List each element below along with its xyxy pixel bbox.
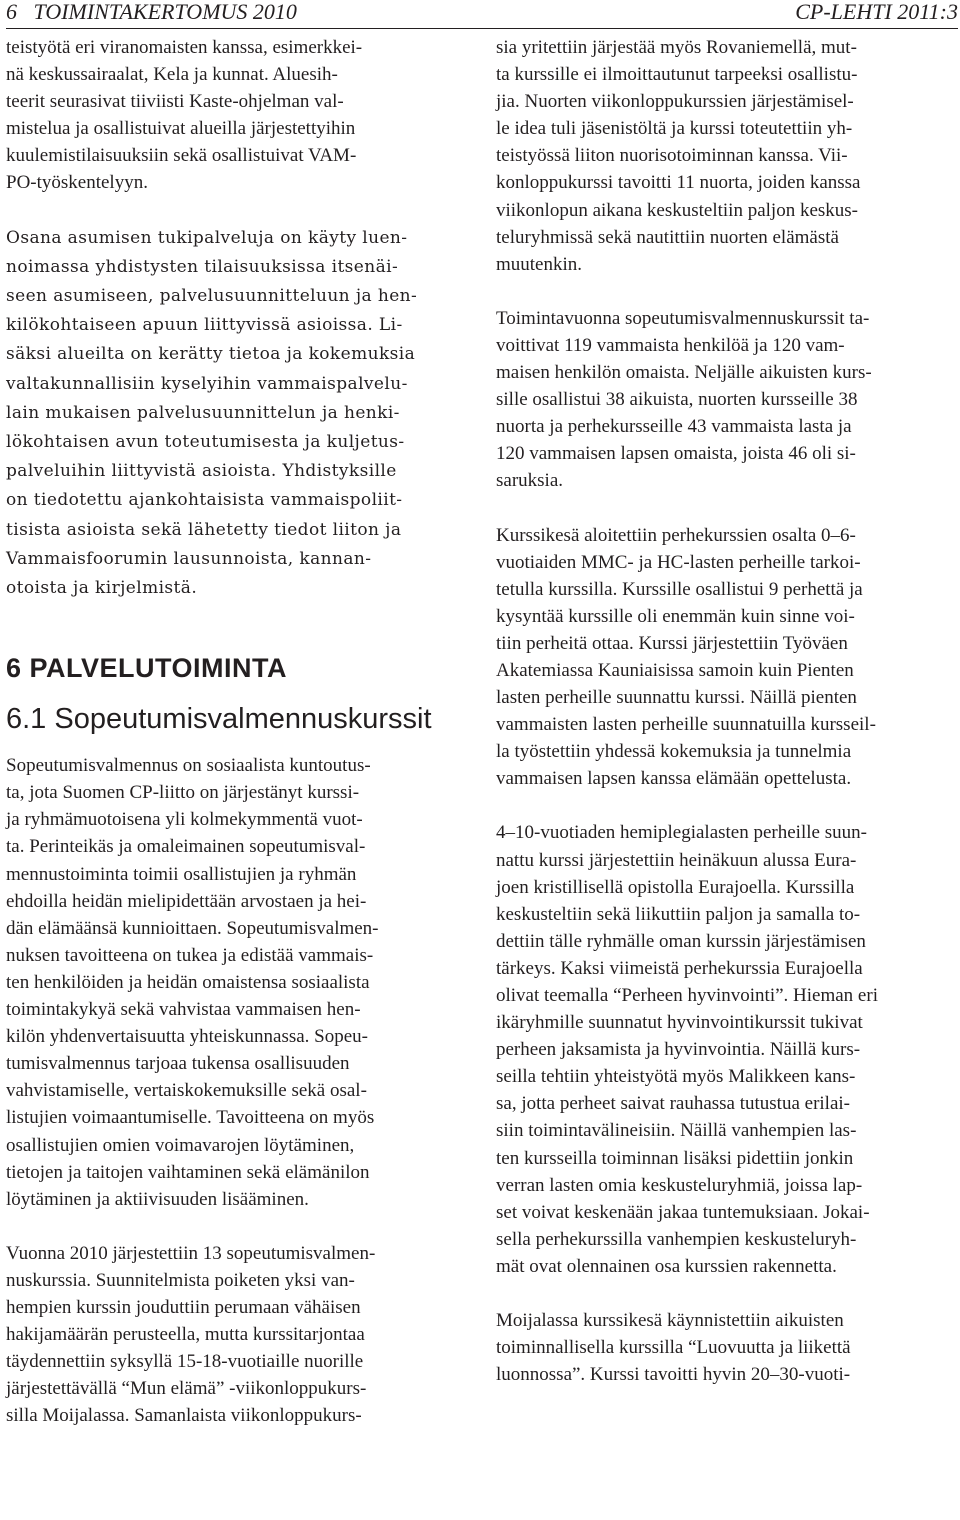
publication-name: CP-LEHTI 2011:3 — [795, 0, 958, 24]
page-header — [6, 0, 958, 29]
paragraph: sia yritettiin järjestää myös Rovaniemellä, mut- ta kurssille ei ilmoittautunut tarpeeksi osallistu- jia. Nuorten viikonloppukurssien järjestämisel- le idea tuli jäsenistöltä ja kurssi toteutettiin yh- teistyössä liiton nuorisotoiminnan kanssa. Vii- konloppukurssi tavoitti 11 nuorta, joiden kanssa viikonlopun aikana keskusteltiin paljon keskus- teluryhmissä sekä nautittiin nuorten elämästä muutenkin. — [496, 37, 861, 275]
paragraph: teistyötä eri viranomaisten kanssa, esimerkkei- nä keskussairaalat, Kela ja kunnat. Aluesih- teerit seurasivat tiiviisti Kaste-ohjelman val- mistelua ja osallistuivat alueilla järjestettyihin kuulemistilaisuuksiin sekä osallistuivat VAM- PO-työskentelyyn. — [6, 37, 363, 194]
section-heading: 6 PALVELUTOIMINTA — [6, 653, 288, 684]
paragraph: Vuonna 2010 järjestettiin 13 sopeutumisvalmen- nuskurssia. Suunnitelmista poiketen yksi van- hempien kurssin jouduttiin perumaan vähäisen hakijamäärän perusteella, mutta kurssitarjontaa täydennettiin syksyllä 15-18-vuotiaille nuorille järjestettävällä “Mun elämä” -viikonloppukurs- silla Moijalassa. Samanlaista viikonloppukurs- — [6, 1242, 376, 1427]
left-column — [6, 34, 468, 1429]
paragraph: Toimintavuonna sopeutumisvalmennuskurssit ta- voittivat 119 vammaista henkilöä ja 120 vam- maisen henkilön omaista. Neljälle aikuisten kurs- sille osallistui 38 aikuista, nuorten kursseille 38 nuorta ja perhekursseille 43 vammaista lasta ja 120 vammaisen lapsen omaista, joista 46 oli si- saruksia. — [496, 307, 872, 492]
paragraph: Moijalassa kurssikesä käynnistettiin aikuisten toiminnallisella kurssilla “Luovuutta ja liikettä luonnossa”. Kurssi tavoitti hyvin 20–30-vuoti- — [496, 1310, 851, 1386]
paragraph: Kurssikesä aloitettiin perhekurssien osalta 0–6- vuotiaiden MMC- ja HC-lasten perheille tarkoi- tetulla kurssilla. Kurssille osallistui 9 perhettä ja kysyntää kurssille oli enemmän kuin sinne voi- tiin perheitä ottaa. Kurssi järjestettiin Työväen Akatemiassa Kauniaisissa samoin kuin Pienten lasten perheille suunnattu kurssi. Näillä pienten vammaisten lasten perheille suunnatuilla kursseil- la työstettiin yhdessä kokemuksia ja tunnelmia vammaisen lapsen kanssa elämään opettelusta. — [496, 524, 876, 790]
paragraph: Osana asumisen tukipalveluja on käyty luen- noimassa yhdistysten tilaisuuksissa itsenäi- seen asumiseen, palvelusuunnitteluun ja hen- kilökohtaiseen apuun liittyvissä asioissa. Li- säksi alueilta on kerätty tietoa ja kokemuksia valtakunnallisiin kyselyihin vammaispalvelu- lain mukaisen palvelusuunnittelun ja henki- lökohtaisen avun toteutumisesta ja kuljetus- palveluihin liittyvistä asioista. Yhdistyksille on tiedotettu ajankohtaisista vammaispoliit- tisista asioista sekä lähetetty tiedot liiton ja Vammaisfoorumin lausunnoista, kannan- otoista ja kirjelmistä. — [6, 227, 418, 598]
right-column — [496, 34, 958, 1388]
page-number-title: 6 TOIMINTAKERTOMUS 2010 — [6, 0, 297, 24]
paragraph: Sopeutumisvalmennus on sosiaalista kuntoutus- ta, jota Suomen CP-liitto on järjestänyt kurssi- ja ryhmämuotoisena yli kolmekymmentä vuot- ta. Perinteikäs ja omaleimainen sopeutumisval- mennustoiminta toimii osallistujien ja ryhmän ehdoilla heidän mielipidettään arvostaen ja hei- dän elämäänsä kunnioittaen. Sopeutumisvalmen- nuksen tavoitteena on tukea ja edistää vammais- ten henkilöiden ja heidän omaistensa sosiaalista toimintakykyä sekä vahvistaa vammaisen hen- kilön yhdenvertaisuutta yhteiskunnassa. Sopeu- tumisvalmennus tarjoaa tukensa osallisuuden vahvistamiselle, vertaiskokemuksille sekä osal- listujien voimaantumiselle. Tavoitteena on myös osallistujien omien voimavarojen löytäminen, tietojen ja taitojen vaihtaminen sekä elämänilon löytäminen ja aktiivisuuden lisääminen. — [6, 755, 379, 1210]
subsection-heading: 6.1 Sopeutumisvalmennuskurssit — [6, 703, 432, 736]
paragraph: 4–10-vuotiaden hemiplegialasten perheille suun- nattu kurssi järjestettiin heinäkuun alussa Eura- joen kristillisellä opistolla Eurajoella. Kurssilla keskusteltiin sekä liikuttiin paljon ja samalla to- dettiin tälle ryhmälle oman kurssin järjestämisen tärkeys. Kaksi viimeistä perhekurssia Eurajoella olivat teemalla “Perheen hyvinvointi”. Hieman eri ikäryhmille suunnatut hyvinvointikurssit tukivat perheen jaksamista ja hyvinvointia. Näillä kurs- seilla tehtiin yhteistyötä myös Malikkeen kans- sa, jotta perheet saivat rauhassa tutustua erilai- siin toimintavälineisiin. Näillä vanhempien las- ten kursseilla toiminnan lisäksi pidettiin jonkin verran lasten omia keskusteluryhmiä, joissa lap- set voivat keskenään jakaa tuntemuksiaan. Jokai- sella perhekurssilla vanhempien keskusteluryh- mät ovat olennainen osa kurssien rakennetta. — [496, 822, 878, 1277]
